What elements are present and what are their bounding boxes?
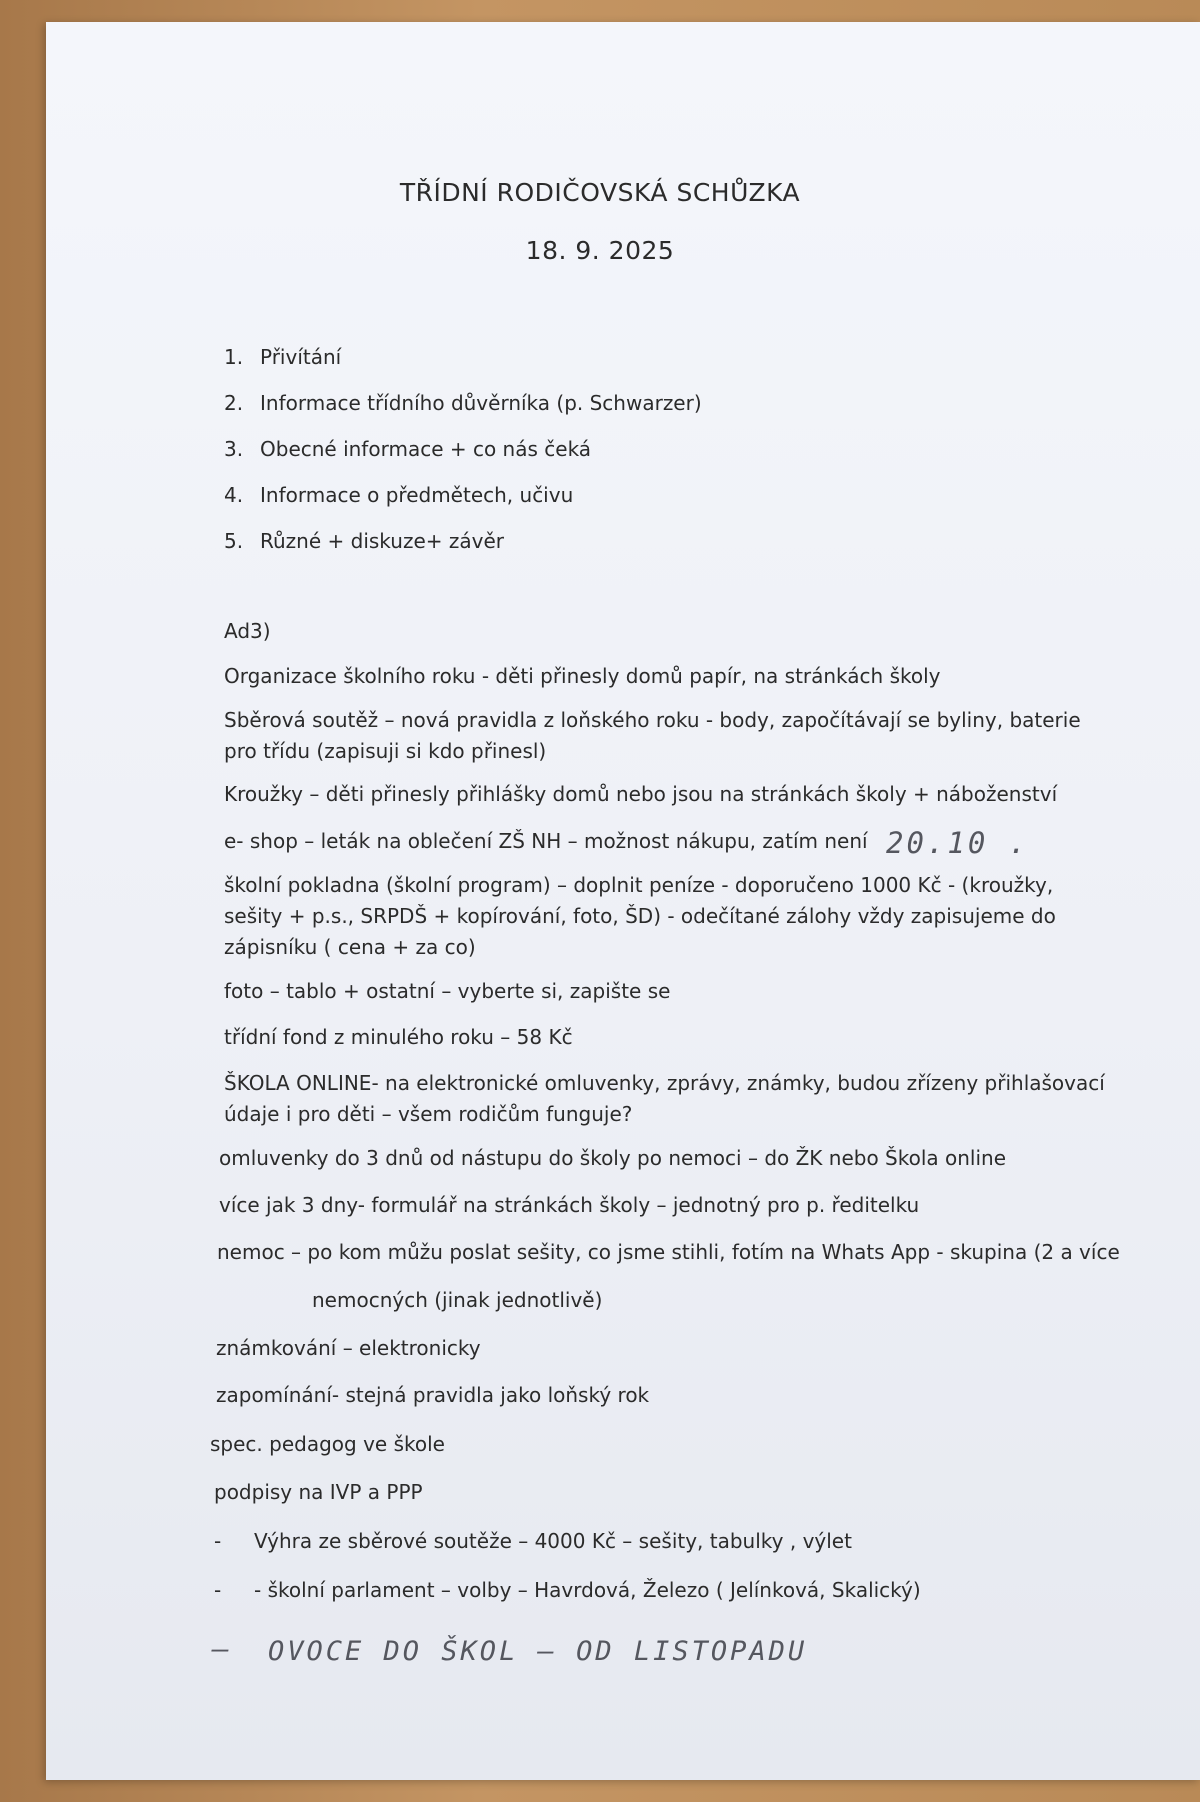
agenda-item (224, 437, 591, 461)
note-line: nemoc – po kom můžu poslat sešity, co jsme stihli, fotím na Whats App - skupina (2 a více (217, 1240, 1120, 1264)
agenda-item (224, 391, 702, 415)
note-line: údaje i pro děti – všem rodičům funguje? (224, 1102, 633, 1126)
agenda-text: Obecné informace + co nás čeká (260, 437, 592, 461)
bullet-text: Výhra ze sběrové soutěže – 4000 Kč – sešity, tabulky , výlet (254, 1529, 852, 1553)
agenda-text: Přivítání (260, 345, 342, 369)
section-heading: Ad3) (224, 619, 271, 643)
note-line: školní pokladna (školní program) – doplnit peníze - doporučeno 1000 Kč - (kroužky, (224, 873, 1054, 897)
agenda-item (224, 529, 504, 553)
note-line: Organizace školního roku - děti přinesly domů papír, na stránkách školy (224, 664, 941, 688)
note-line: ŠKOLA ONLINE- na elektronické omluvenky, zprávy, známky, budou zřízeny přihlašovací (224, 1071, 1105, 1095)
agenda-number: 4. (224, 483, 244, 507)
note-line: Kroužky – děti přinesly přihlášky domů nebo jsou na stránkách školy + náboženství (224, 782, 1058, 806)
note-line: zápisníku ( cena + za co) (224, 935, 476, 959)
note-line: foto – tablo + ostatní – vyberte si, zapište se (224, 979, 671, 1003)
note-line: třídní fond z minulého roku – 58 Kč (224, 1025, 573, 1049)
agenda-number: 1. (224, 345, 244, 369)
bullet-dash: - (214, 1578, 222, 1602)
agenda-item (224, 483, 573, 507)
note-line: zapomínání- stejná pravidla jako loňský rok (216, 1383, 650, 1407)
bullet-dash: - (214, 1529, 222, 1553)
note-line: sešity + p.s., SRPDŠ + kopírování, foto, ŠD) - odečítané zálohy vždy zapisujeme do (224, 904, 1056, 928)
agenda-text: Informace třídního důvěrníka (p. Schwarzer) (260, 391, 702, 415)
note-line: omluvenky do 3 dnů od nástupu do školy po nemoci – do ŽK nebo Škola online (219, 1146, 1007, 1170)
agenda-text: Informace o předmětech, učivu (260, 483, 574, 507)
agenda-text: Různé + diskuze+ závěr (260, 529, 504, 553)
note-line: nemocných (jinak jednotlivě) (312, 1288, 603, 1312)
meeting-date: 18. 9. 2025 (525, 236, 675, 265)
bullet-text: - školní parlament – volby – Havrdová, Železo ( Jelínková, Skalický) (254, 1578, 921, 1602)
agenda-item (224, 345, 341, 369)
agenda-number: 3. (224, 437, 244, 461)
page-title: TŘÍDNÍ RODIČOVSKÁ SCHŮZKA (399, 178, 801, 207)
note-line: pro třídu (zapisuji si kdo přinesl) (224, 739, 547, 763)
bullet-item (214, 1575, 921, 1606)
handwritten-fruit-note: OVOCE DO ŠKOL – OD LISTOPADU (268, 1636, 808, 1667)
agenda-number: 2. (224, 391, 244, 415)
handwritten-date-note: 20.10 . (886, 826, 1030, 860)
note-line: více jak 3 dny- formulář na stránkách školy – jednotný pro p. ředitelku (219, 1193, 920, 1217)
note-line: Sběrová soutěž – nová pravidla z loňského roku - body, započítávají se byliny, baterie (224, 708, 1081, 732)
note-line: e- shop – leták na oblečení ZŠ NH – možnost nákupu, zatím není (224, 829, 868, 853)
note-line: spec. pedagog ve škole (210, 1432, 445, 1456)
note-line: známkování – elektronicky (216, 1336, 481, 1360)
handwritten-dash: – (212, 1632, 232, 1665)
bullet-item (214, 1526, 852, 1557)
note-line: podpisy na IVP a PPP (214, 1480, 423, 1504)
agenda-number: 5. (224, 529, 244, 553)
